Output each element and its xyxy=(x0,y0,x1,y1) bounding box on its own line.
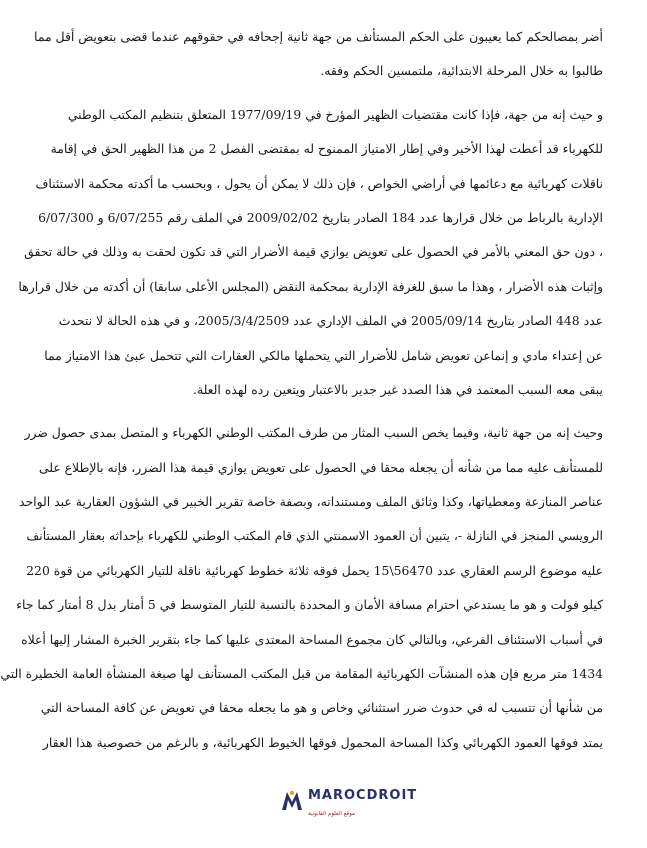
text-line: 1434 متر مربع فإن هذه المنشآت الكهربائية المقامة من قبل المكتب المستأنف لها صبغة المنشأة العامة الخطيرة التي xyxy=(0,666,603,682)
text-line: في أسباب الاستئناف الفرعي، وبالتالي كان مجموع المساحة المعتدى عليها كما جاء بتقرير الخبرة المشار إليها أعلاه xyxy=(21,631,603,647)
text-line: عدد 448 الصادر بتاريخ 2005/09/14 في الملف الإداري عدد 2005/3/4/2509، و في هذه الحالة لا نتحدث xyxy=(58,313,603,329)
text-line: للكهرباء قد أعطت لهذا الأخير وفي إطار الامتياز الممنوح له بمقتضى الفصل 2 من هذا الظهير الحق في إقامة xyxy=(50,141,603,157)
marocdroit-logo-icon xyxy=(280,788,304,812)
text-line: الإدارية بالرباط من خلال قرارها عدد 184 الصادر بتاريخ 2009/02/02 في الملف رقم 6/07/255 و 6/07/300 xyxy=(38,209,603,225)
text-line: وإثبات هذه الأضرار ، وهذا ما سبق للغرفة الإدارية بمحكمة النقض (المجلس الأعلى سابقا) أن أكدته من خلال قرارها xyxy=(18,278,603,294)
text-line: طالبوا به خلال المرحلة الابتدائية، ملتمسين الحكم وفقه. xyxy=(320,63,603,79)
logo-tagline: موقع العلوم القانونية xyxy=(308,811,355,817)
text-line: كيلو فولت و هو ما يستدعي احترام مسافة الأمان و المحددة بالنسبة للتيار المتوسط في 5 أمتار بدل 8 أمتار كما جاء xyxy=(16,597,603,613)
marocdroit-logo xyxy=(280,785,425,825)
document-body xyxy=(0,22,603,771)
text-line: عناصر المنازعة ومعطياتها، وكذا وثائق الملف ومستنداته، وبصفة خاصة تقرير الخبير في الشؤون العقارية عبد الواحد xyxy=(18,494,603,510)
logo-brand-part2: DROIT xyxy=(366,788,418,803)
logo-wordmark xyxy=(308,788,417,803)
text-line: وحيث إنه من جهة ثانية، وفيما يخص السبب المثار من طرف المكتب الوطني الكهرباء و المتصل بمدى حصول ضرر xyxy=(24,425,603,441)
paragraph-1 xyxy=(34,22,603,91)
text-line: يبقى معه السبب المعتمد في هذا الصدد غير جدير بالاعتبار ويتعين رده لهذه العلة. xyxy=(193,381,603,397)
text-line: عليه موضوع الرسم العقاري عدد 56470\15 يحمل فوقه ثلاثة خطوط كهربائية ناقلة للتيار الكهربائي من قوة 220 xyxy=(26,562,603,578)
text-line: ، دون حق المعني بالأمر في الحصول على تعويض يوازي قيمة الأضرار التي قد تكون لحقت به وذلك في حالة تحقق xyxy=(24,244,603,260)
text-line: الرويسي المنجز في النازلة -، يتبين أن العمود الاسمنتي الذي قام المكتب الوطني للكهرباء بإحداثه بعقار المستأنف xyxy=(26,528,603,544)
text-line: و حيث إنه من جهة، فإذا كانت مقتضيات الظهير المؤرخ في 1977/09/19 المتعلق بتنظيم المكتب الوطني xyxy=(67,106,603,122)
text-line: عن إعتداء مادي و إنماعن تعويض شامل للأضرار التي يتحملها مالكي العقارات التي تتحمل عبئ هذا الامتياز مما xyxy=(44,347,603,363)
text-line: يمتد فوقها العمود الكهربائي وكذا المساحة المحمول فوقها الخيوط الكهربائية، و بالرغم من خصوصية هذا العقار xyxy=(42,734,603,750)
paragraph-3 xyxy=(0,418,603,762)
paragraph-2 xyxy=(18,100,603,410)
text-line: للمستأنف عليه مما من شأنه أن يجعله محقا في الحصول على تعويض يوازي قيمة هذا الضرر، فإنه بالإطلاع على xyxy=(38,459,603,475)
logo-brand-part1: MAROC xyxy=(308,788,367,803)
text-line: من شأنها أن تتسبب له في حدوث ضرر استثنائي وخاص و هو ما يجعله محقا في تعويض عن كافة المساحة التي xyxy=(40,700,603,716)
text-line: ناقلات كهربائية مع دعائمها في أراضي الخواص ، فإن ذلك لا يمكن أن يحول ، وبحسب ما أكدته محكمة الاستئناف xyxy=(35,175,603,191)
text-line: أضر بمصالحكم كما يعيبون على الحكم المستأنف من جهة ثانية إجحافه في حقوقهم عندما قضى بتعويض أقل مما xyxy=(34,29,603,44)
